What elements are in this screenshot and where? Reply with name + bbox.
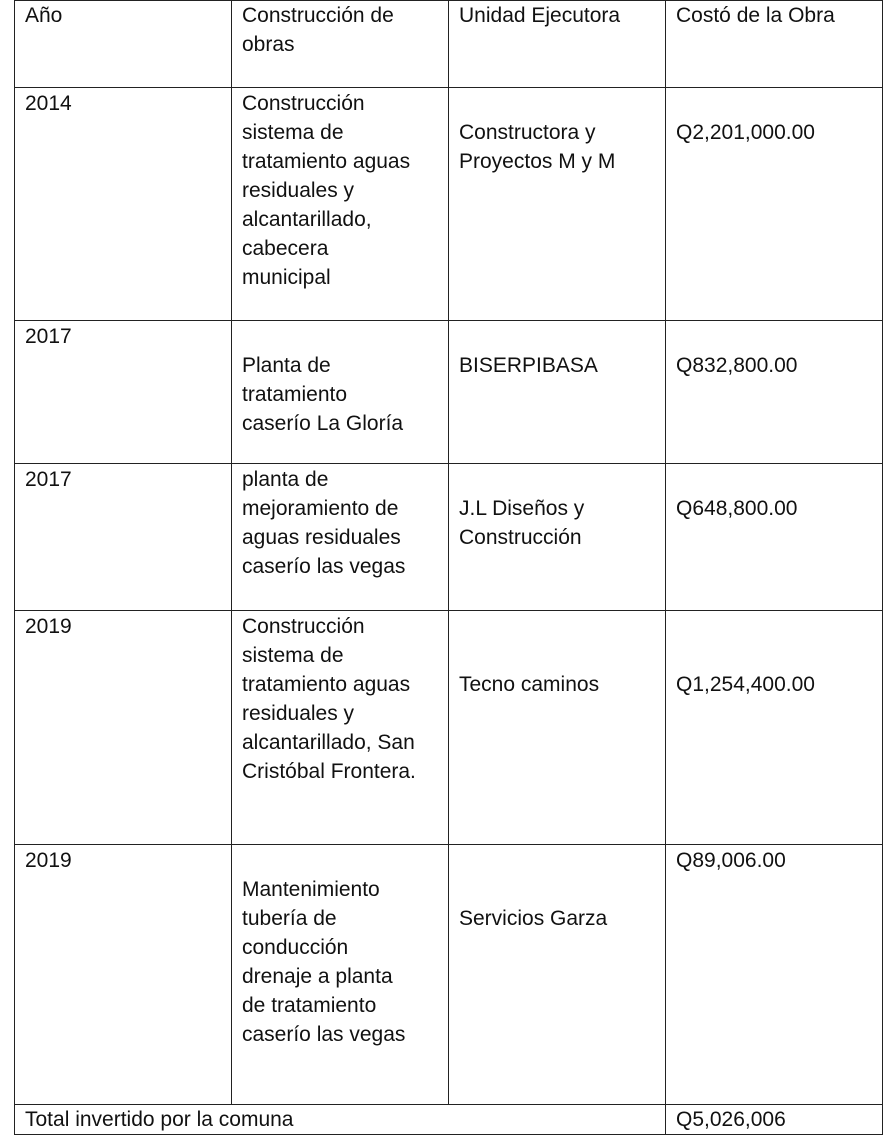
header-executor: Unidad Ejecutora <box>449 1 666 88</box>
total-value: Q5,026,006 <box>666 1105 883 1135</box>
cell-cost: Q832,800.00 <box>666 321 883 464</box>
cell-executor: Tecno caminos <box>449 611 666 845</box>
table-header-row <box>15 1 883 88</box>
investment-table <box>14 0 883 1135</box>
table-row <box>15 321 883 464</box>
cell-year: 2019 <box>15 611 232 845</box>
total-label: Total invertido por la comuna <box>15 1105 666 1135</box>
header-year: Año <box>15 1 232 88</box>
cell-construction: Construcción sistema de tratamiento aguas residuales y alcantarillado, cabecera municipal <box>232 88 449 321</box>
cell-executor: Constructora y Proyectos M y M <box>449 88 666 321</box>
document-page <box>14 0 883 1135</box>
header-construction: Construcción de obras <box>232 1 449 88</box>
cell-year: 2017 <box>15 321 232 464</box>
cell-cost: Q648,800.00 <box>666 464 883 611</box>
cell-cost: Q2,201,000.00 <box>666 88 883 321</box>
cell-year: 2017 <box>15 464 232 611</box>
table-row <box>15 88 883 321</box>
header-cost: Costó de la Obra <box>666 1 883 88</box>
cell-construction: Construcción sistema de tratamiento aguas residuales y alcantarillado, San Cristóbal Frontera. <box>232 611 449 845</box>
cell-construction: Mantenimiento tubería de conducción drenaje a planta de tratamiento caserío las vegas <box>232 845 449 1105</box>
cell-executor: BISERPIBASA <box>449 321 666 464</box>
cell-construction: planta de mejoramiento de aguas residuales caserío las vegas <box>232 464 449 611</box>
cell-cost: Q89,006.00 <box>666 845 883 1105</box>
total-row <box>15 1105 883 1135</box>
table-row <box>15 611 883 845</box>
cell-year: 2014 <box>15 88 232 321</box>
table-row <box>15 845 883 1105</box>
table-row <box>15 464 883 611</box>
cell-construction: Planta de tratamiento caserío La Gloría <box>232 321 449 464</box>
cell-executor: J.L Diseños y Construcción <box>449 464 666 611</box>
cell-executor: Servicios Garza <box>449 845 666 1105</box>
cell-cost: Q1,254,400.00 <box>666 611 883 845</box>
cell-year: 2019 <box>15 845 232 1105</box>
